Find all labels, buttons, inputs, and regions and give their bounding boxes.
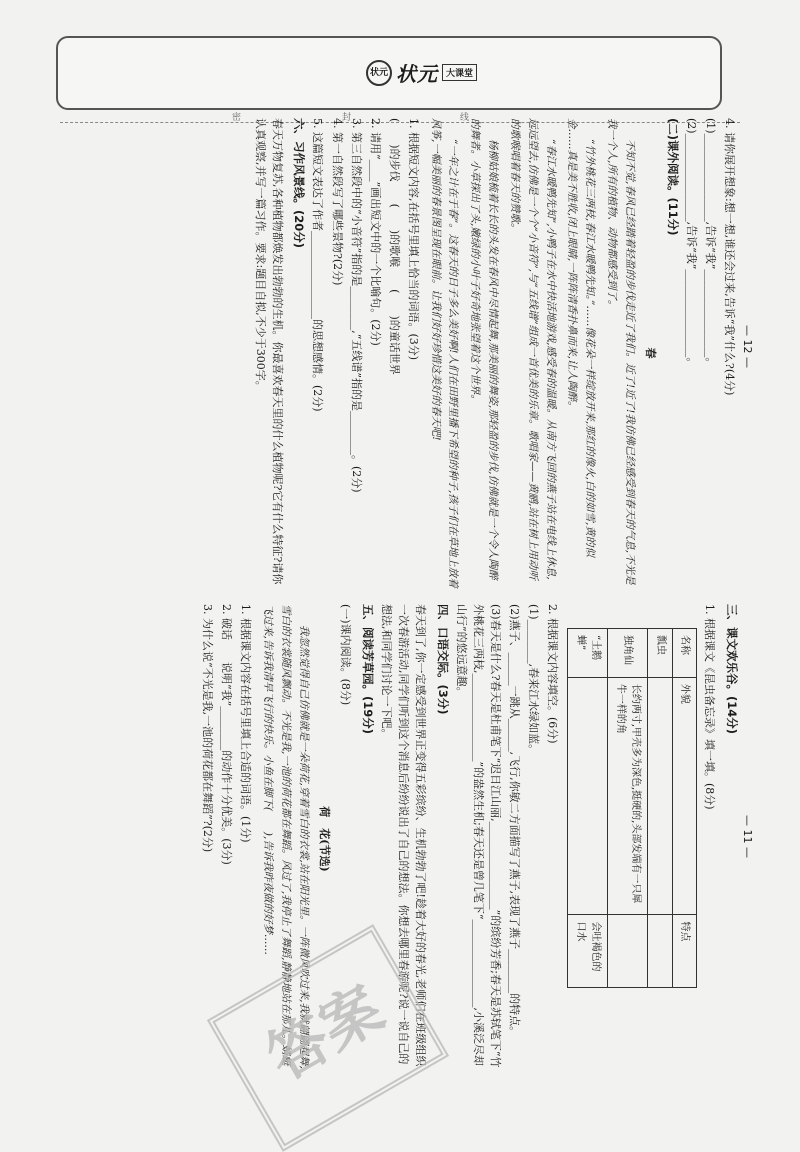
answer-line: (2)________________,告诉“我”________________。 [684,118,698,369]
table-row: “土鹅蝉” 会吐褐色的口水 [568,629,608,988]
insect-table [567,628,697,988]
section-title: 四、口语交际。(3分) [435,604,450,715]
section-title: (二)课外阅读。(11分) [665,118,680,236]
question: 2. 请用“____”画出短文中的一个比喻句。(2分) [368,118,382,346]
passage-paragraph: 杨柳姑娘梳着长长的头发在春风中尽情起舞,那美丽的舞姿,那轻盈的步伐,仿佛就是一个令人陶醉的舞者。小草探出了头,嫩绿的小叶子好奇地张望着这个世界。 [469,118,500,580]
table-header: 外貌 [672,677,697,915]
table-row: 独角仙 长约两寸,甲壳多为深色,挺硬的,头部发端有一只犀牛一样的角 [608,629,648,988]
cut-label: 密 [232,113,242,123]
page-12-content [100,118,740,588]
question: (1)________,春来江水绿如蓝。 [527,604,541,756]
page-number: — 11 — [741,815,754,858]
passage-paragraph: 我忽然觉得自己仿佛就是一朵荷花,穿着雪白的衣裳,站在阳光里。一阵微风吹过来,我就翩翩起舞,雪白的衣裳随风飘动。不光是我,一池的荷花都在舞蹈。风过了,我停止了舞蹈,静静地站在那儿。蜻蜓飞过来,告诉我清早飞行的快乐。小鱼在脚下( ),告诉我昨夜做的好梦…… [262,604,310,1069]
brand-logo [366,58,477,87]
writing-prompt: 春天万物复苏,各种植物都焕发出勃勃的生机。你最喜欢春天里的什么植物呢?它有什么特征?请你认真观察,并写一篇习作。要求:题目自拟,不少于300字。 [253,118,284,585]
brand-sub: 大课堂 [442,64,477,81]
answer-cell[interactable] [568,677,608,915]
cut-label: 线 [460,113,470,123]
passage-title: 春 [644,347,658,359]
section-title: 六、习作风景线。(20分) [292,118,307,249]
table-row: 瓢虫 [648,629,673,988]
answer-cell[interactable] [608,915,648,988]
passage-title: 荷 花(节选) [318,806,332,872]
passage-paragraph: “竹外桃花三两枝,春江水暖鸭先知。”……像花朵一样绽放开来,那红的像火,白的如雪,黄的似金……真是美不胜收,闭上眼睛,一阵阵清香扑鼻而来,让人陶醉。 [566,118,597,557]
brand-name: 状元 [396,62,438,86]
question: (2)燕子、______一跳从______,飞行,你敏二方面描写了燕子,表现了燕子________的特点。 [508,604,522,1038]
speaking-prompt: 春天到了,你一定感受到世界正变得五彩缤纷、生机勃勃了吧!趁着大好的春光,老师们在班级组织一次春游活动,同学们听到这个消息后纷纷说出了自己的想法。你想去哪里春游呢?说一说自己的想法,和同学们讨论一下吧。 [379,604,428,1067]
question: 1. 根据短文内容,在括号里填上恰当的词语。(3分) [406,118,420,361]
question: 2. 破话 说明“我”________的动作十分优美。(3分) [220,604,234,865]
passage-paragraph: “春江水暖鸭先知”,小鸭子在水中快活地游戏,感受春的温暖。从南方飞回的燕子站在电线上休息,远远望去,仿佛是一个个“小音符”,与“五线谱”组成一首优美的乐章。歌唱家——黄鹂,站在树上用动听的歌喉唱着春天的赞歌。 [508,118,557,580]
header-banner [56,36,722,110]
table-header: 特点 [672,915,697,988]
answer-line: ( )的步伐 ( )的歌喉 ( )的童话世界 [387,118,401,375]
question: 3. 第三自然段中的“小音符”指的是________,“五线谱”指的是________。(2分) [349,118,363,493]
question: 4. 第一自然段写了哪些景物?(2分) [330,118,344,286]
table-header: 名称 [672,629,697,678]
page-number: — 12 — [741,325,754,368]
question: 5. 这篇短文表达了作者________________的思想感情。(2分) [311,118,325,412]
question: 1. 根据课文《昆虫备忘录》填一填。(8分) [703,604,717,810]
answer-cell[interactable] [648,915,673,988]
page-11-content [100,604,740,1074]
question: 2. 根据课文内容填空。(6分) [546,604,560,744]
question: 1. 根据课文内容在括号里填上合适的词语。(1分) [239,604,253,843]
answer-cell[interactable] [648,677,673,915]
passage-paragraph: 不知不觉,春风已经踏着轻盈的步伐走近了我们。近了!近了!我仿佛已经感受到春天的气息,不光是我一个人,所有的植物、动物都感受到了。 [606,118,636,585]
question: 4. 请你展开想象:想一想,谁还会过来,告诉“我”什么?(4分) [723,118,736,396]
cut-label: 封 [342,113,352,123]
section-title: 五、阅读芳草园。(19分) [360,604,375,735]
passage-paragraph: “一年之计在于春”。这春天的日子多么美好啊!人们在田野里播下希望的种子,孩子们在草地上放着风筝,一幅美丽的春景图呈现在眼前。让我们好好珍惜这美好的春天吧! [429,118,460,588]
brand-mark-icon: 状元 [366,60,392,86]
question: (3)春天是什么?春天是杜甫笔下“迟日江山丽,________________”的缤纷芳香;春天是苏轼笔下“竹外桃花三两枝,________________”的盎然生机;春天还是曾几笔下“________________,小溪泛尽却山行”的悠远意趣。 [454,604,502,1068]
question: 3. 为什么说“不光是我,一池的荷花都在舞蹈”?(2分) [201,604,215,853]
section-subtitle: (一)课内阅读。(8分) [339,604,353,706]
section-title: 三、课文欢乐谷。(14分) [725,604,739,735]
answer-line: (1)________________,告诉“我”________________。 [703,118,717,369]
watermark-stamp: 答案 [207,924,449,1152]
